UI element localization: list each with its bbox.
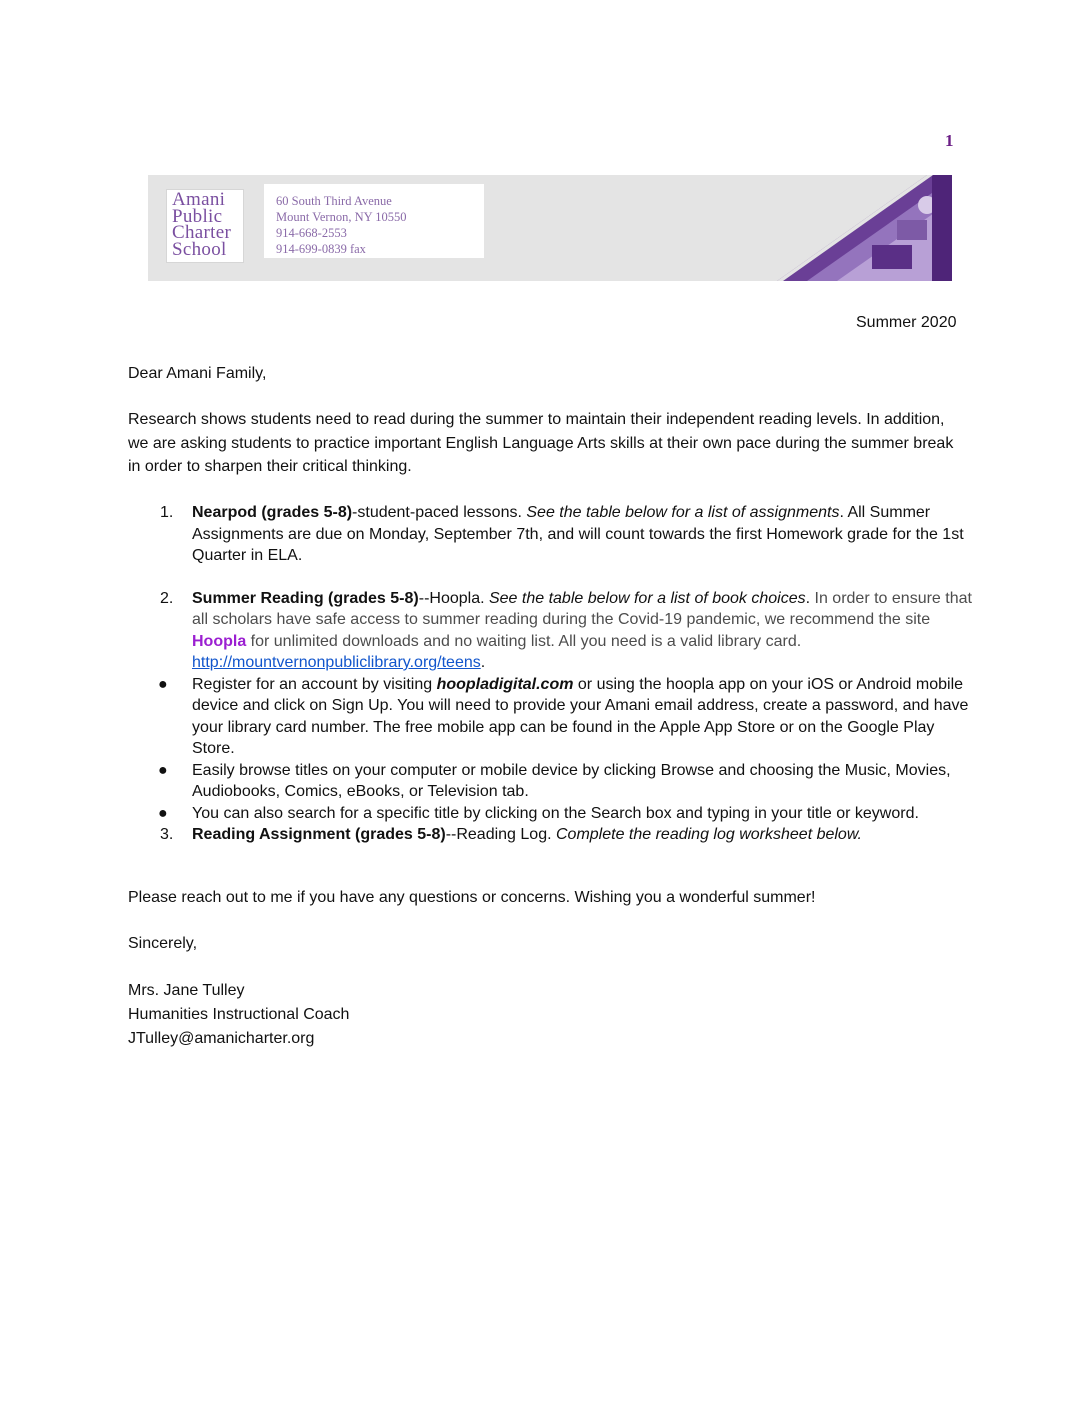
item-italic: See the table below for a list of book choices <box>488 589 806 607</box>
classroom-photo-strip <box>777 175 952 281</box>
address-line: 60 South Third Avenue <box>276 194 392 208</box>
hoopla-site: hoopladigital.com <box>436 675 574 693</box>
library-link[interactable]: http://mountvernonpubliclibrary.org/teens <box>192 654 481 671</box>
item-number: 1. <box>160 504 174 521</box>
item-text: --Reading Log. <box>445 826 556 843</box>
address-line: 914-668-2553 <box>276 226 347 240</box>
item-number: 2. <box>160 589 174 607</box>
page-number: 1 <box>945 131 954 150</box>
bullet-browse <box>128 760 973 803</box>
school-address <box>264 184 484 258</box>
item-number: 3. <box>160 826 174 843</box>
bullet-text: Easily browse titles on your computer or mobile device by clicking Browse and choosing the Music, Movies, Audiobooks, Comics, eBooks, or Television tab. <box>192 761 951 800</box>
address-line: 914-699-0839 fax <box>276 242 366 256</box>
closing-paragraph: Please reach out to me if you have any questions or concerns. Wishing you a wonderful summer! <box>128 889 816 906</box>
item-italic: Complete the reading log worksheet below. <box>555 826 862 843</box>
item-italic: See the table below for a list of assignments <box>526 504 840 521</box>
bullet-icon: ● <box>158 675 168 693</box>
signature-title: Humanities Instructional Coach <box>128 1006 350 1023</box>
item-text: -student-paced lessons. <box>352 504 527 521</box>
item-text: . <box>805 589 815 607</box>
bullet-search <box>128 803 973 825</box>
item-text: --Hoopla. <box>418 589 489 607</box>
item-text: for unlimited downloads and no waiting list. All you need is a valid library card. <box>246 632 802 650</box>
letterhead-banner <box>148 175 952 281</box>
bullet-text: or using the hoopla app on your iOS or Android mobile device and click on Sign Up. You will need to provide your Amani email address, create a password, and have your library card number. The free mobile app can be found in the Apple App Store or on the Google Play Store. <box>192 675 969 757</box>
list-item-reading-assignment <box>128 824 973 846</box>
intro-paragraph: Research shows students need to read during the summer to maintain their independent reading levels. In addition, we are asking students to practice important English Language Arts skills at their own pace during the summer break in order to sharpen their critical thinking. <box>128 411 954 475</box>
logo-line: Charter <box>172 222 232 243</box>
list-item-nearpod <box>128 502 973 567</box>
item-heading: Summer Reading (grades 5-8) <box>192 589 419 607</box>
logo-line: Amani <box>172 189 226 210</box>
item-text: . <box>480 654 486 671</box>
sign-off: Sincerely, <box>128 935 198 952</box>
item-heading: Reading Assignment (grades 5-8) <box>192 826 446 843</box>
bullet-text: You can also search for a specific title by clicking on the Search box and typing in your title or keyword. <box>192 804 919 822</box>
item-heading: Nearpod (grades 5-8) <box>192 504 353 521</box>
salutation: Dear Amani Family, <box>128 365 267 382</box>
list-item-summer-reading <box>128 588 973 674</box>
letter-date: Summer 2020 <box>856 314 957 331</box>
logo-line: School <box>172 238 227 260</box>
school-logo <box>166 189 244 263</box>
logo-line: Public <box>172 205 223 227</box>
signature-email: JTulley@amanicharter.org <box>128 1030 315 1047</box>
bullet-icon: ● <box>158 804 168 822</box>
signature-name: Mrs. Jane Tulley <box>128 982 245 999</box>
item-text: . All Summer Assignments are due on Monday, September 7th, and will count towards the first Homework grade for the 1st Quarter in ELA. <box>192 504 964 564</box>
bullet-text: Register for an account by visiting <box>192 675 437 693</box>
item-text: In order to ensure that all scholars have safe access to summer reading during the Covid-19 pandemic, we recommend the site <box>192 589 972 628</box>
signature-block <box>128 979 349 1051</box>
address-line: Mount Vernon, NY 10550 <box>276 210 407 224</box>
bullet-register <box>128 674 973 760</box>
bullet-icon: ● <box>158 761 168 779</box>
assignment-list <box>128 502 973 846</box>
hoopla-highlight: Hoopla <box>192 632 247 650</box>
